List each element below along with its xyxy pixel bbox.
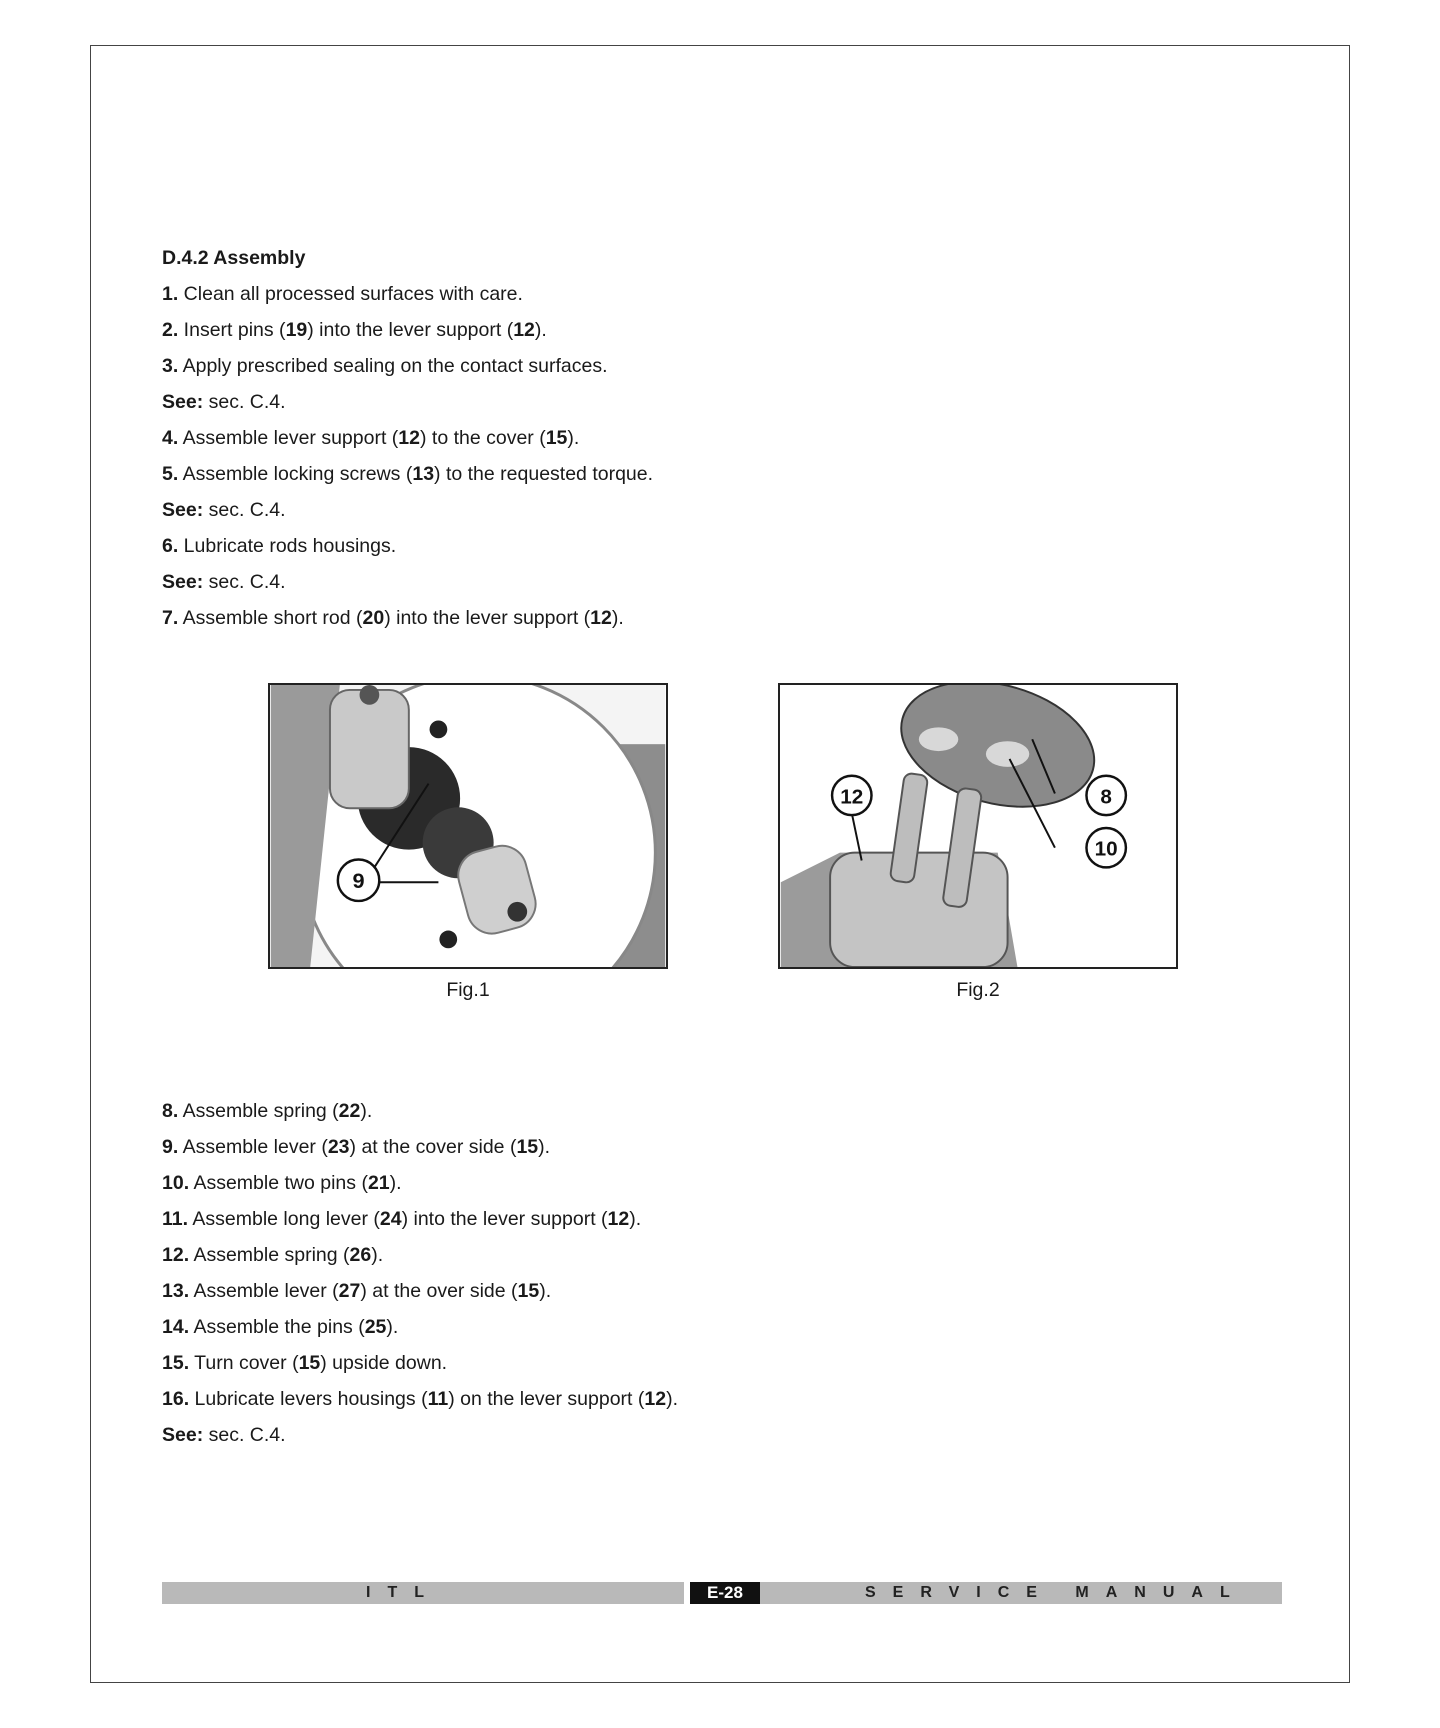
part-ref: 15	[517, 1280, 540, 1302]
step-text: Assemble lever (	[178, 1136, 328, 1158]
figure-1	[268, 683, 668, 1002]
step-number: See:	[162, 499, 204, 521]
step-text: Assemble lever (	[189, 1280, 339, 1302]
step-text: ).	[666, 1388, 679, 1410]
step-text: Lubricate levers housings (	[189, 1388, 428, 1410]
step-line	[162, 1237, 678, 1273]
steps-list-b	[162, 1093, 678, 1453]
step-text: ) into the lever support (	[401, 1208, 608, 1230]
step-text: ) upside down.	[320, 1352, 448, 1374]
step-text: Apply prescribed sealing on the contact surfaces.	[178, 355, 608, 377]
step-number: 5.	[162, 463, 179, 485]
step-number: 4.	[162, 427, 179, 449]
fig2-photo	[780, 685, 1176, 967]
part-ref: 25	[364, 1316, 387, 1338]
step-number: 7.	[162, 607, 179, 629]
step-text: ).	[538, 1136, 551, 1158]
step-text: Assemble the pins (	[189, 1316, 365, 1338]
part-ref: 23	[327, 1136, 350, 1158]
step-number: 2.	[162, 319, 179, 341]
step-number: 13.	[162, 1280, 190, 1302]
step-text: ) to the cover (	[419, 427, 546, 449]
page-number: E-28	[690, 1582, 760, 1604]
step-number: 14.	[162, 1316, 190, 1338]
step-number: 1.	[162, 283, 179, 305]
part-ref: 26	[349, 1244, 372, 1266]
fig2-caption: Fig.2	[956, 979, 1000, 1001]
footer-company: ITL	[366, 1584, 441, 1601]
step-text: ) on the lever support (	[448, 1388, 645, 1410]
fig1-callout-label: 9	[352, 868, 365, 894]
step-number: See:	[162, 571, 204, 593]
fig2-callout-12-label: 12	[840, 785, 864, 809]
step-text: ).	[567, 427, 580, 449]
step-number: See:	[162, 1424, 204, 1446]
fig1-photo	[270, 685, 666, 967]
step-number: 3.	[162, 355, 179, 377]
part-ref: 12	[590, 607, 612, 629]
step-text: Lubricate rods housings.	[178, 535, 397, 557]
step-line	[162, 312, 1282, 348]
steps-list-a	[162, 276, 1282, 636]
step-text: ) into the lever support (	[307, 319, 514, 341]
figure-2	[778, 683, 1178, 1002]
step-text: ) to the requested torque.	[434, 463, 654, 485]
step-line	[162, 1129, 678, 1165]
step-text: ).	[539, 1280, 552, 1302]
section-heading: D.4.2 Assembly	[162, 247, 306, 269]
part-ref: 13	[412, 463, 435, 485]
step-text: ) at the cover side (	[349, 1136, 517, 1158]
step-text: ).	[629, 1208, 642, 1230]
step-line	[162, 1417, 678, 1453]
part-ref: 22	[338, 1100, 361, 1122]
step-line	[162, 1345, 678, 1381]
fig2-callout-10-label: 10	[1094, 837, 1118, 861]
step-number: 11.	[162, 1208, 189, 1230]
step-number: 6.	[162, 535, 179, 557]
fig1-caption: Fig.1	[446, 979, 490, 1001]
step-number: 9.	[162, 1136, 179, 1158]
footer-manual-title: SERVICE MANUAL	[865, 1584, 1247, 1601]
part-ref: 24	[379, 1208, 402, 1230]
step-text: ).	[389, 1172, 402, 1194]
footer-right	[760, 1582, 1282, 1604]
step-text: ) into the lever support (	[384, 607, 591, 629]
fig2-support	[830, 853, 1007, 967]
step-number: 15.	[162, 1352, 190, 1374]
footer-bar	[162, 1582, 1282, 1604]
step-text: Clean all processed surfaces with care.	[178, 283, 523, 305]
part-ref: 12	[513, 319, 535, 341]
step-line	[162, 1273, 678, 1309]
step-text: Assemble lever support (	[178, 427, 399, 449]
step-number: 16.	[162, 1388, 190, 1410]
step-line	[162, 1381, 678, 1417]
step-line	[162, 1093, 678, 1129]
step-text: ).	[371, 1244, 384, 1266]
part-ref: 15	[545, 427, 568, 449]
step-line	[162, 1309, 678, 1345]
step-number: 8.	[162, 1100, 179, 1122]
step-text: ).	[534, 319, 547, 341]
step-line	[162, 528, 1282, 564]
fig2-callout-8-label: 8	[1100, 785, 1112, 809]
part-ref: 27	[338, 1280, 361, 1302]
fig1-image	[268, 683, 668, 969]
part-ref: 20	[362, 607, 385, 629]
step-text: Assemble spring (	[189, 1244, 350, 1266]
part-ref: 15	[298, 1352, 321, 1374]
part-ref: 19	[285, 319, 308, 341]
step-text: Turn cover (	[189, 1352, 299, 1374]
step-line	[162, 600, 1282, 636]
fig1-shaft	[330, 690, 409, 808]
step-text: ).	[360, 1100, 373, 1122]
step-text: ) at the over side (	[360, 1280, 518, 1302]
step-text: sec. C.4.	[203, 391, 286, 413]
step-text: ).	[386, 1316, 399, 1338]
part-ref: 21	[367, 1172, 390, 1194]
step-text: ).	[611, 607, 624, 629]
step-text: Assemble two pins (	[189, 1172, 368, 1194]
step-text: Assemble short rod (	[178, 607, 363, 629]
step-text: Assemble spring (	[178, 1100, 339, 1122]
step-text: Assemble locking screws (	[178, 463, 413, 485]
part-ref: 12	[398, 427, 420, 449]
step-number: 10.	[162, 1172, 190, 1194]
step-line	[162, 276, 1282, 312]
step-line	[162, 456, 1282, 492]
step-text: Insert pins (	[178, 319, 286, 341]
step-line	[162, 384, 1282, 420]
step-number: See:	[162, 391, 204, 413]
fig2-image	[778, 683, 1178, 969]
footer-left	[162, 1582, 684, 1604]
step-line	[162, 492, 1282, 528]
step-line	[162, 348, 1282, 384]
step-number: 12.	[162, 1244, 190, 1266]
step-text: sec. C.4.	[203, 571, 286, 593]
section-content	[162, 240, 1282, 636]
step-text: sec. C.4.	[203, 1424, 286, 1446]
figures-row	[0, 683, 1440, 1003]
part-ref: 12	[607, 1208, 630, 1230]
step-text: sec. C.4.	[203, 499, 286, 521]
steps-list-b-container	[162, 1093, 678, 1453]
step-line	[162, 1165, 678, 1201]
step-line	[162, 1201, 678, 1237]
part-ref: 11	[427, 1388, 449, 1410]
step-line	[162, 564, 1282, 600]
part-ref: 15	[516, 1136, 539, 1158]
step-text: Assemble long lever (	[188, 1208, 380, 1230]
part-ref: 12	[644, 1388, 667, 1410]
step-line	[162, 420, 1282, 456]
